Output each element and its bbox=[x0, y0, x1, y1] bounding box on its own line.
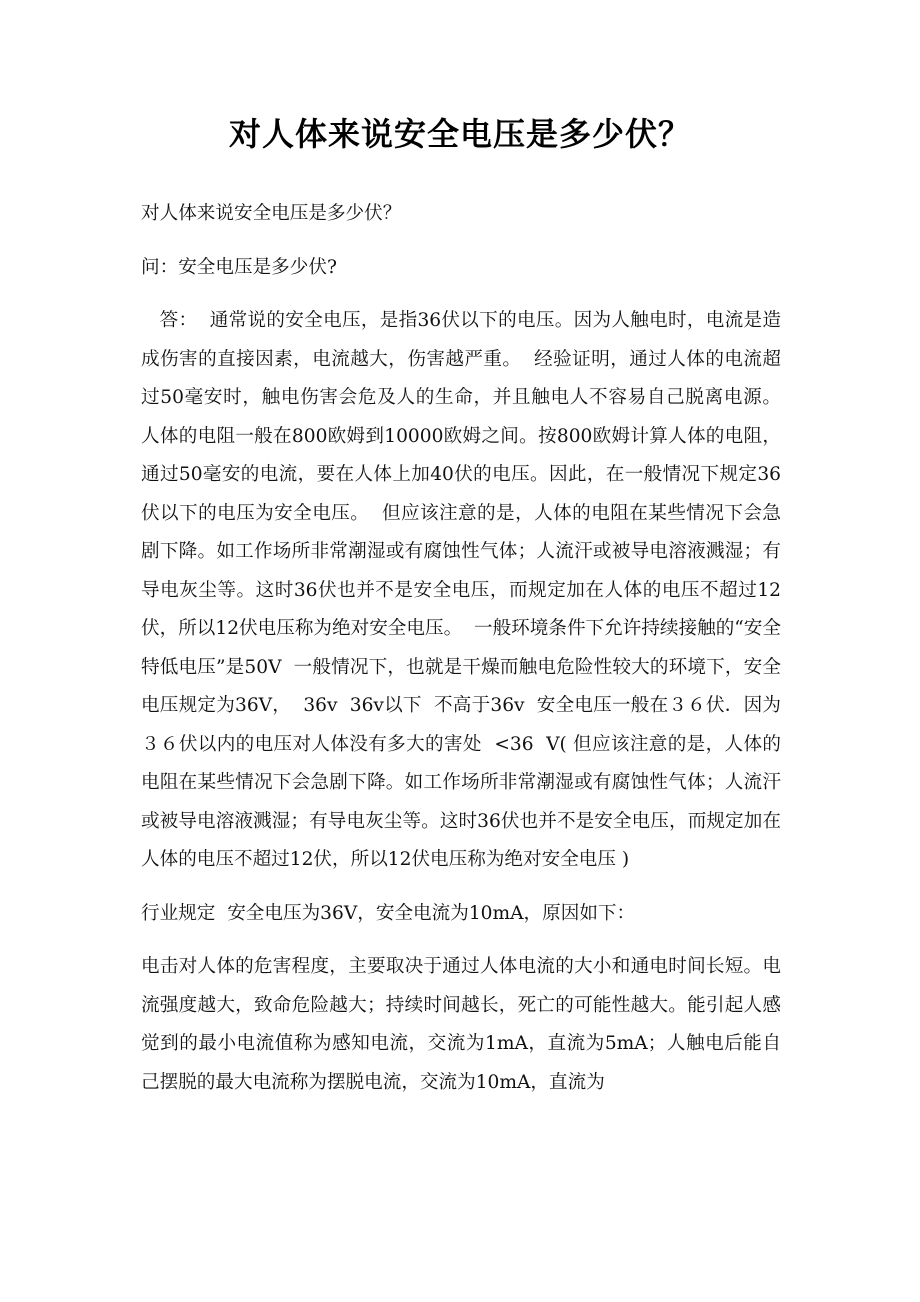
paragraph-answer: 答： 通常说的安全电压，是指36伏以下的电压。因为人触电时，电流是造成伤害的直接因素，电流越大，伤害越严重。 经验证明，通过人体的电流超过50毫安时，触电伤害会危及人的生命，并且触电人不容易自己脱离电源。 人体的电阻一般在800欧姆到10000欧姆之间。按800欧姆计算人体的电阻，通过50毫安的电流，要在人体上加40伏的电压。因此，在一般情况下规定36伏以下的电压为安全电压。 但应该注意的是，人体的电阻在某些情况下会急剧下降。如工作场所非常潮湿或有腐蚀性气体；人流汗或被导电溶液溅湿；有导电灰尘等。这时36伏也并不是安全电压，而规定加在人体的电压不超过12伏，所以12伏电压称为绝对安全电压。 一般环境条件下允许持续接触的“安全特低电压”是50V 一般情况下，也就是干燥而触电危险性较大的环境下，安全电压规定为36V， 36v 36v以下 不高于36v 安全电压一般在３６伏．因为３６伏以内的电压对人体没有多大的害处 <36 V( 但应该注意的是，人体的电阻在某些情况下会急剧下降。如工作场所非常潮湿或有腐蚀性气体；人流汗或被导电溶液溅湿；有导电灰尘等。这时36伏也并不是安全电压，而规定加在人体的电压不超过12伏，所以12伏电压称为绝对安全电压 ) bbox=[141, 310, 793, 870]
paragraph-industry-rule: 行业规定 安全电压为36V，安全电流为10mA，原因如下： bbox=[141, 902, 636, 924]
paragraph-question: 问：安全电压是多少伏? bbox=[141, 256, 337, 278]
paragraph-restated-title: 对人体来说安全电压是多少伏？ bbox=[141, 203, 402, 224]
paragraph-electric-shock: 电击对人体的危害程度，主要取决于通过人体电流的大小和通电时间长短。电流强度越大，致命危险越大；持续时间越长，死亡的可能性越大。能引起人感觉到的最小电流值称为感知电流，交流为1mA，直流为5mA；人触电后能自己摆脱的最大电流称为摆脱电流，交流为10mA，直流为 bbox=[141, 956, 781, 1093]
document-body bbox=[141, 195, 793, 1117]
document-title: 对人体来说安全电压是多少伏？ bbox=[228, 115, 691, 153]
